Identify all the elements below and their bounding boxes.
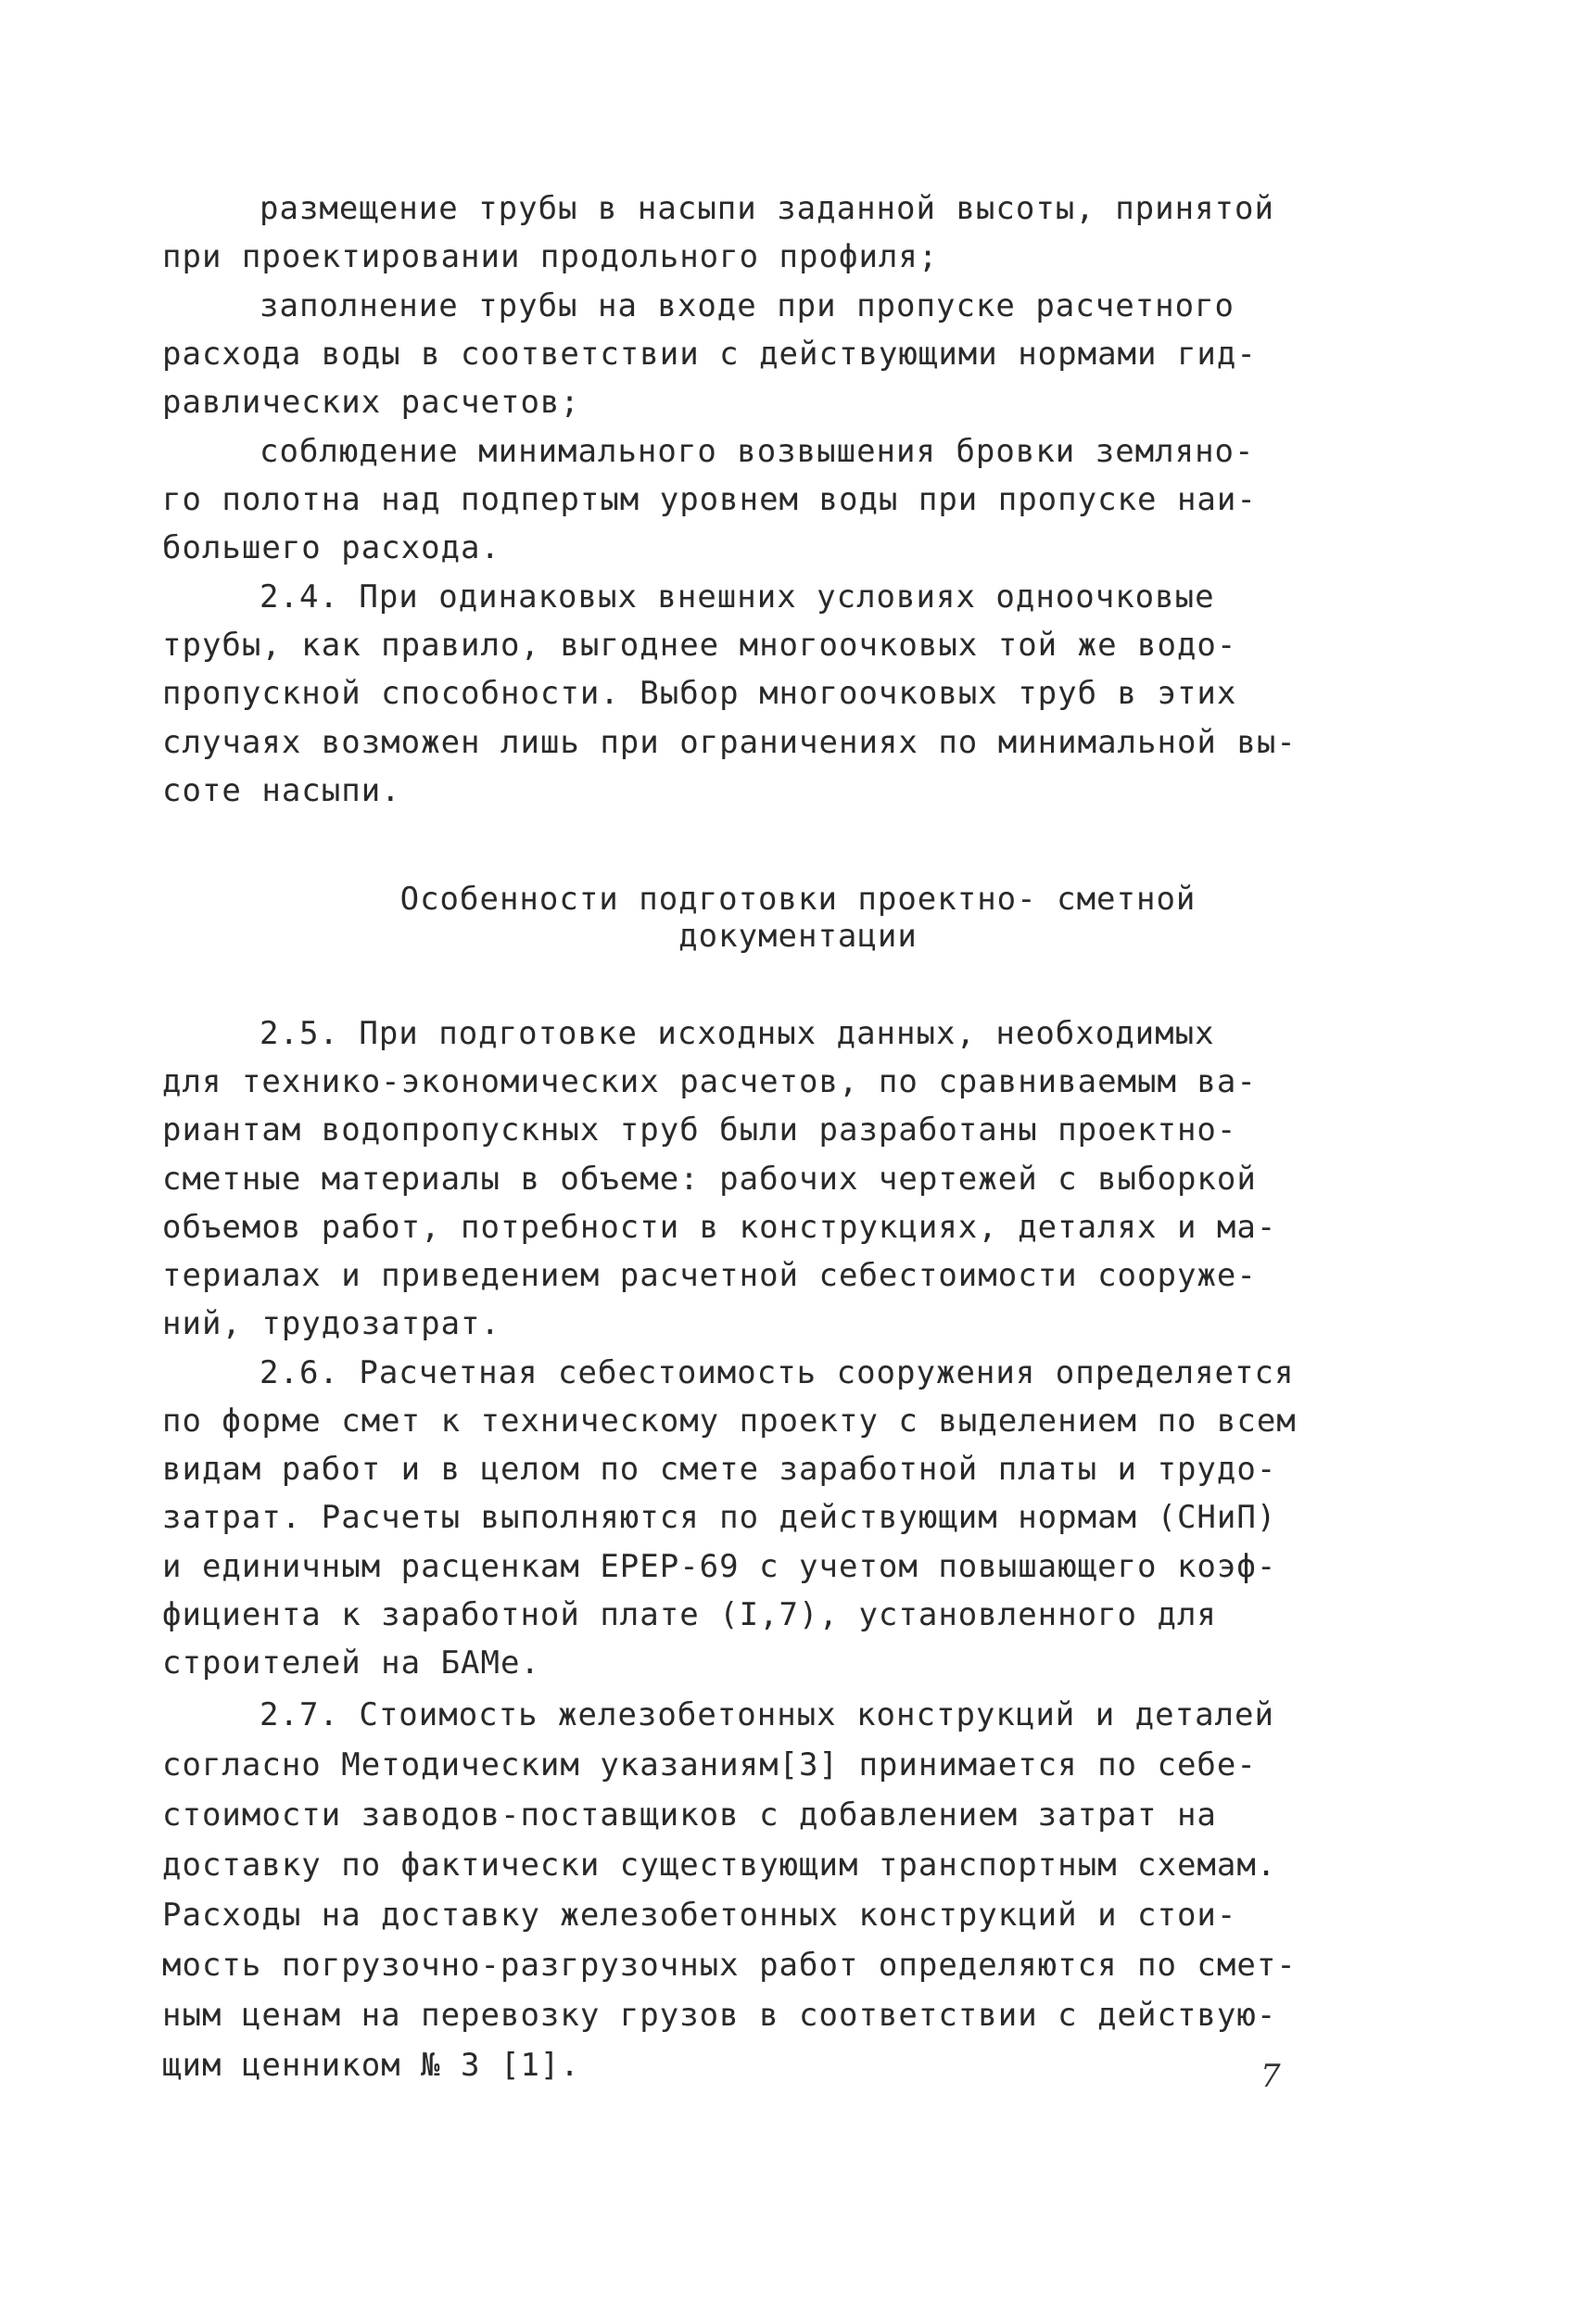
text-line: доставку по фактически существующим транспортным схемам. <box>162 1847 1277 1884</box>
text-line: и единичным расценкам ЕРЕР-69 с учетом повышающего коэф- <box>162 1548 1277 1585</box>
text-line: при проектировании продольного профиля; <box>162 238 939 275</box>
text-line: трубы, как правило, выгоднее многоочковых той же водо- <box>162 627 1237 664</box>
text-line: стоимости заводов-поставщиков с добавлением затрат на <box>162 1796 1217 1834</box>
text-line: Расходы на доставку железобетонных конструкций и стои- <box>162 1897 1237 1934</box>
text-line: строителей на БАМе. <box>162 1644 540 1682</box>
text-line: равлических расчетов; <box>162 384 580 421</box>
text-line: фициента к заработной плате (I,7), установленного для <box>162 1596 1217 1633</box>
text-line: случаях возможен лишь при ограничениях по минимальной вы- <box>162 724 1297 761</box>
text-line: затрат. Расчеты выполняются по действующим нормам (СНиП) <box>162 1499 1277 1536</box>
text-line: 2.4. При одинаковых внешних условиях одноочковые <box>260 578 1215 616</box>
text-line: согласно Методическим указаниям[3] принимается по себе- <box>162 1746 1257 1783</box>
text-line: большего расхода. <box>162 529 500 566</box>
text-line: объемов работ, потребности в конструкциях, деталях и ма- <box>162 1209 1277 1246</box>
text-line: соте насыпи. <box>162 772 401 809</box>
text-line: видам работ и в целом по смете заработной платы и трудо- <box>162 1451 1277 1488</box>
text-line: ний, трудозатрат. <box>162 1305 500 1342</box>
text-line: щим ценником № 3 [1]. <box>162 2047 580 2084</box>
text-line: 2.7. Стоимость железобетонных конструкций и деталей <box>260 1696 1274 1733</box>
text-line: риантам водопропускных труб были разработаны проектно- <box>162 1111 1237 1149</box>
text-line: 2.5. При подготовке исходных данных, необходимых <box>260 1015 1215 1052</box>
text-line: го полотна над подпертым уровнем воды при пропуске наи- <box>162 481 1257 518</box>
text-line: 2.6. Расчетная себестоимость сооружения определяется <box>260 1354 1295 1391</box>
heading-line: Особенности подготовки проектно- сметной <box>399 881 1197 918</box>
text-line: ным ценам на перевозку грузов в соответствии с действую- <box>162 1997 1277 2034</box>
text-line: размещение трубы в насыпи заданной высоты, принятой <box>260 190 1274 227</box>
heading-line: документации <box>678 918 918 955</box>
text-line: заполнение трубы на входе при пропуске расчетного <box>260 287 1235 324</box>
text-line: териалах и приведением расчетной себестоимости сооруже- <box>162 1257 1257 1294</box>
text-line: пропускной способности. Выбор многоочковых труб в этих <box>162 675 1237 712</box>
page-number: 7 <box>1260 2058 1281 2095</box>
text-line: для технико-экономических расчетов, по сравниваемым ва- <box>162 1063 1257 1100</box>
text-line: мость погрузочно-разгрузочных работ определяются по смет- <box>162 1947 1297 1984</box>
text-line: соблюдение минимального возвышения бровки земляно- <box>260 433 1255 470</box>
text-line: по форме смет к техническому проекту с выделением по всем <box>162 1402 1297 1440</box>
text-line: расхода воды в соответствии с действующими нормами гид- <box>162 336 1257 373</box>
text-line: сметные материалы в объеме: рабочих чертежей с выборкой <box>162 1161 1257 1198</box>
